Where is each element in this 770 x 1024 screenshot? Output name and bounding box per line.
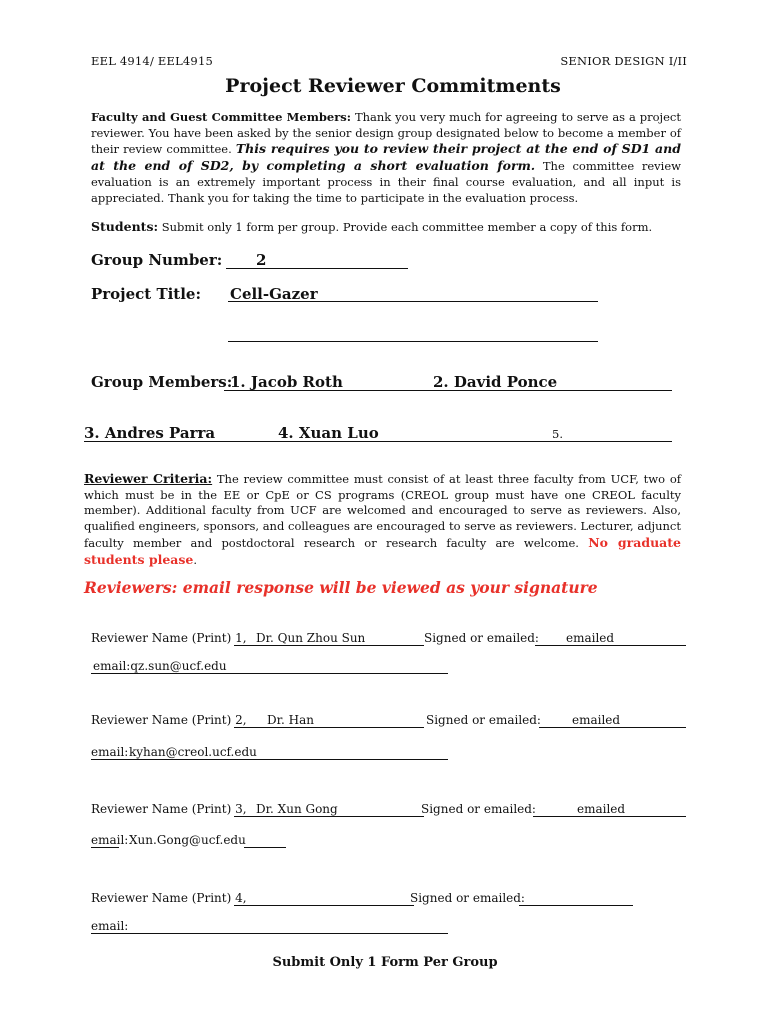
- students-text: Submit only 1 form per group. Provide each committee member a copy of this form.: [158, 220, 653, 234]
- reviewer-3-signed-label: Signed or emailed:: [421, 802, 536, 816]
- reviewer-1-signed: emailed: [566, 631, 615, 645]
- reviewer-3-name: Dr. Xun Gong: [256, 802, 338, 816]
- reviewer-4-name-line: [234, 905, 414, 906]
- project-title-line-2: [228, 341, 598, 342]
- criteria-end: .: [193, 552, 198, 567]
- students-note: [91, 219, 652, 234]
- reviewer-2-email-line: [91, 759, 448, 760]
- group-members-label: Group Members:: [91, 373, 233, 391]
- member-5: 5.: [552, 427, 563, 441]
- reviewer-3-signed: emailed: [577, 802, 626, 816]
- member-2: 2. David Ponce: [433, 373, 558, 391]
- reviewer-2-name-line: [234, 727, 424, 728]
- reviewer-2-signed: emailed: [572, 713, 621, 727]
- criteria-text: The review committee must consist of at least three faculty from UCF, two of which must be in the EE or CpE or CS programs (CREOL group must have one CREOL faculty member). Additional faculty from UCF are welcomed and encouraged to serve as reviewers. Also, qualified engineers, sponsors, and colleagues are encouraged to serve as reviewers. Lecturer, adjunct faculty member and postdoctoral research or research faculty are welcome.: [84, 472, 682, 550]
- reviewer-1-name-line: [234, 645, 424, 646]
- reviewer-3-email-underline: [91, 847, 119, 848]
- reviewer-2-signed-label: Signed or emailed:: [426, 713, 541, 727]
- reviewer-1-signed-label: Signed or emailed:: [424, 631, 539, 645]
- reviewer-4-signed-label: Signed or emailed:: [410, 891, 525, 905]
- reviewer-4-email-label: email:: [91, 919, 129, 933]
- intro-paragraph: [91, 110, 681, 206]
- course-title: SENIOR DESIGN I/II: [560, 54, 687, 68]
- intro-text-1: Thank you very much for agreeing to serve as a project reviewer. You have been asked by the senior design group designated below to become a member of their review committee.: [91, 110, 681, 157]
- reviewer-4-signed-line: [519, 905, 633, 906]
- member-1: 1. Jacob Roth: [230, 373, 343, 391]
- reviewer-2-signed-line: [539, 727, 686, 728]
- reviewer-3-signed-line: [533, 816, 686, 817]
- group-number-line: [226, 268, 408, 269]
- reviewer-3-name-line: [234, 816, 424, 817]
- criteria-lead: Reviewer Criteria:: [84, 471, 213, 486]
- reviewer-2-email-label: email:: [91, 745, 129, 759]
- group-number-value: 2: [256, 251, 267, 269]
- page-title: Project Reviewer Commitments: [225, 75, 561, 97]
- reviewer-4-email-line: [91, 933, 448, 934]
- reviewer-2-label: Reviewer Name (Print) 2,: [91, 713, 247, 727]
- reviewer-1-email: email:qz.sun@ucf.edu: [93, 659, 227, 673]
- reviewer-1-label: Reviewer Name (Print) 1,: [91, 631, 247, 645]
- reviewer-3-email: Xun.Gong@ucf.edu: [129, 833, 246, 847]
- reviewer-2-email: kyhan@creol.ucf.edu: [129, 745, 257, 759]
- member-4: 4. Xuan Luo: [278, 424, 379, 442]
- intro-emphasis: This requires you to review their project at the end of SD1 and at the end of SD2, by completing a short evaluation form.: [91, 141, 681, 174]
- reviewer-1-email-line: [91, 673, 448, 674]
- criteria-paragraph: [84, 471, 681, 568]
- project-title-label: Project Title:: [91, 285, 202, 303]
- reviewer-2-name: Dr. Han: [267, 713, 315, 727]
- students-lead: Students:: [91, 219, 159, 234]
- member-3: 3. Andres Parra: [84, 424, 216, 442]
- group-number-label: Group Number:: [91, 251, 223, 269]
- reviewer-3-email-line: [244, 847, 286, 848]
- reviewer-1-signed-line: [535, 645, 686, 646]
- intro-text-2: The committee review evaluation is an extremely important process in their final course evaluation, and all input is appreciated. Thank you for taking the time to participate in the evaluation process.: [91, 159, 682, 205]
- course-code: EEL 4914/ EEL4915: [91, 54, 213, 68]
- criteria-red: No graduate students please: [84, 534, 682, 567]
- reviewer-3-label: Reviewer Name (Print) 3,: [91, 802, 247, 816]
- signature-note: Reviewers: email response will be viewed as your signature: [84, 578, 598, 597]
- reviewer-4-label: Reviewer Name (Print) 4,: [91, 891, 247, 905]
- footer-note: Submit Only 1 Form Per Group: [272, 955, 498, 970]
- reviewer-3-email-label: email:: [91, 833, 129, 847]
- project-title-value: Cell-Gazer: [230, 285, 318, 303]
- intro-lead: Faculty and Guest Committee Members:: [91, 110, 352, 124]
- reviewer-1-name: Dr. Qun Zhou Sun: [256, 631, 366, 645]
